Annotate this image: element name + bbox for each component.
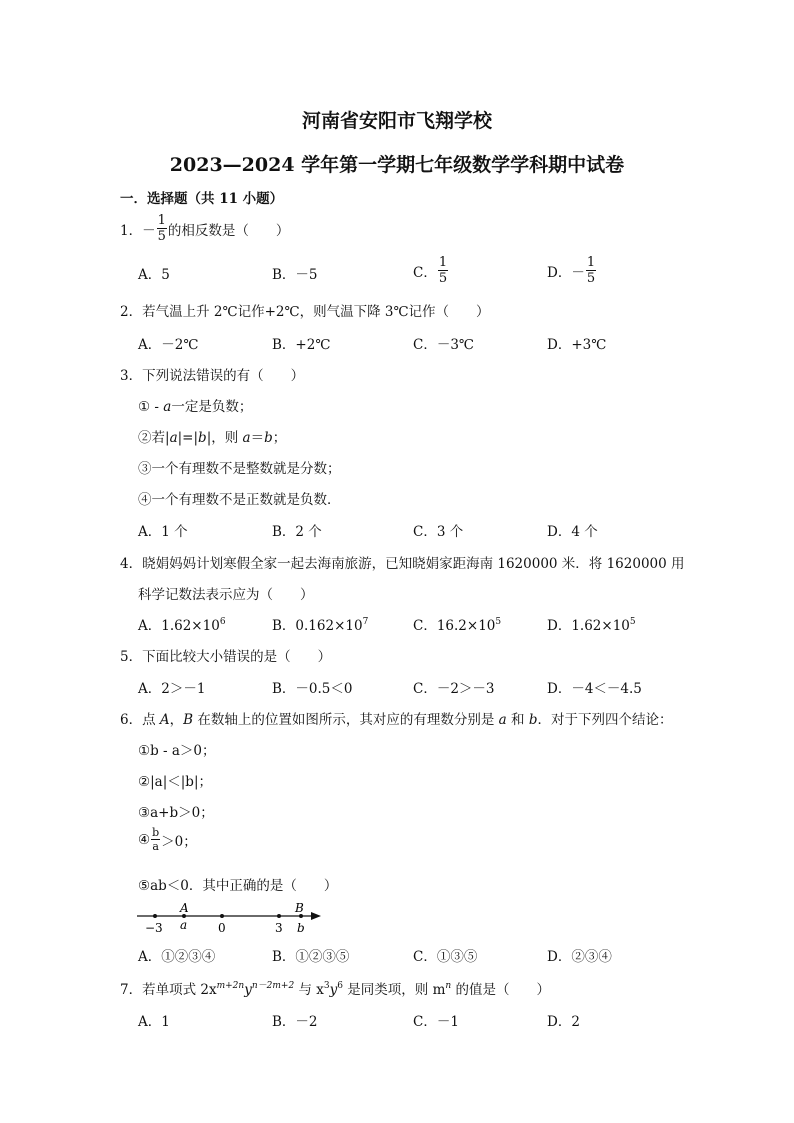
q5-option-c: C．－2＞－3 bbox=[413, 681, 495, 697]
q1-d-fraction bbox=[586, 256, 596, 285]
q6-var-a: a bbox=[498, 712, 507, 728]
q1-c-den: 5 bbox=[438, 271, 448, 286]
q6-conclusion-3: ③a+b＞0； bbox=[138, 805, 214, 821]
q7-y2: y bbox=[329, 982, 338, 998]
q4-b-base: B．0.162×10 bbox=[272, 618, 363, 634]
q6-var-b: b bbox=[528, 712, 538, 728]
label-b: b bbox=[297, 921, 305, 935]
q1-c-label: C． bbox=[413, 264, 437, 281]
q6-point-a: A bbox=[159, 712, 170, 728]
label-B: B bbox=[295, 901, 304, 915]
label-a: a bbox=[180, 918, 188, 932]
tick-0 bbox=[220, 914, 224, 918]
q6-conclusion-5: ⑤ab＜0．其中正确的是（ ） bbox=[138, 878, 338, 894]
q3-s2-mid: |=| bbox=[177, 430, 199, 446]
q1-text: 的相反数是（ ） bbox=[167, 222, 290, 239]
q3-s2-f: b bbox=[264, 430, 273, 446]
q3-s2-g: ； bbox=[272, 430, 287, 446]
question-6 bbox=[120, 708, 672, 728]
q3-option-b: B．2 个 bbox=[272, 524, 322, 540]
question-1 bbox=[120, 214, 289, 243]
q3-s2-c: |，则 bbox=[206, 430, 243, 446]
section-heading: 一．选择题（共 11 小题） bbox=[120, 191, 284, 207]
q2-option-b: B．+2℃ bbox=[272, 337, 331, 353]
q4-b-exp: 7 bbox=[362, 617, 369, 627]
q1-fraction bbox=[157, 214, 167, 243]
q7-exp3: 3 bbox=[323, 981, 330, 991]
q1-option-a: A．5 bbox=[138, 267, 170, 283]
q3-s2-a: a bbox=[169, 430, 178, 446]
label-minus-3: −3 bbox=[145, 921, 163, 935]
q1-option-b: B．－5 bbox=[272, 267, 318, 283]
q3-statement-2 bbox=[138, 426, 286, 446]
q6-option-a: A．①②③④ bbox=[138, 949, 216, 965]
q3-option-a: A．1 个 bbox=[138, 524, 188, 540]
q4-option-c bbox=[413, 614, 501, 634]
tick-3 bbox=[277, 914, 281, 918]
q1-c-num: 1 bbox=[438, 255, 448, 270]
q4-c-base: C．16.2×10 bbox=[413, 618, 496, 634]
q6-option-d: D．②③④ bbox=[547, 949, 612, 965]
q6-point-b: B bbox=[183, 712, 194, 728]
q3-option-d: D．4 个 bbox=[547, 524, 598, 540]
q3-statement-4: ④一个有理数不是正数就是负数． bbox=[138, 492, 341, 508]
q3-statement-3: ③一个有理数不是整数就是分数； bbox=[138, 461, 341, 477]
q7-option-b: B．－2 bbox=[272, 1014, 318, 1030]
label-0: 0 bbox=[218, 921, 226, 935]
q2-option-a: A．－2℃ bbox=[138, 337, 199, 353]
school-title: 河南省安阳市飞翔学校 bbox=[301, 110, 492, 132]
q7-exp5: n bbox=[445, 981, 452, 991]
q3-s2-d: a bbox=[242, 430, 251, 446]
q1-neg: － bbox=[142, 222, 156, 239]
q4-a-exp: 6 bbox=[219, 617, 226, 627]
q6-c4-post: ＞0； bbox=[161, 833, 197, 850]
q4-option-d bbox=[547, 614, 636, 634]
q6-pre: 6．点 bbox=[120, 712, 160, 728]
q5-option-a: A．2＞－1 bbox=[138, 681, 206, 697]
q7-exp4: 6 bbox=[337, 981, 343, 991]
q6-c4-num: b bbox=[152, 826, 160, 839]
q3-s2-b: b bbox=[198, 430, 207, 446]
q7-y: y bbox=[244, 982, 252, 998]
q1-number: 1． bbox=[120, 222, 143, 239]
q6-option-c: C．①③⑤ bbox=[413, 949, 478, 965]
question-7 bbox=[120, 978, 550, 998]
q6-and: 和 bbox=[506, 712, 529, 728]
q6-post: ．对于下列四个结论： bbox=[537, 712, 673, 728]
q6-c4-den: a bbox=[152, 840, 159, 853]
label-3: 3 bbox=[275, 921, 283, 935]
q6-conclusion-1: ①b - a＞0； bbox=[138, 743, 216, 759]
q1-d-den: 5 bbox=[586, 271, 596, 286]
q7-post: 是同类项，则 m bbox=[342, 982, 446, 998]
q7-exp1: m+2n bbox=[216, 981, 245, 991]
q7-pre: 7．若单项式 2x bbox=[120, 982, 217, 998]
q1-option-c bbox=[413, 256, 449, 285]
q1-frac-num: 1 bbox=[157, 213, 166, 228]
q6-option-b: B．①②③⑤ bbox=[272, 949, 350, 965]
q3-option-c: C．3 个 bbox=[413, 524, 464, 540]
q7-exp2: n－2m+2 bbox=[251, 981, 295, 991]
q3-s2-e: ＝ bbox=[250, 430, 265, 446]
q4-option-b bbox=[272, 614, 368, 634]
q2-option-c: C．－3℃ bbox=[413, 337, 475, 353]
q1-c-fraction bbox=[438, 256, 448, 285]
q6-conclusion-2: ②|a|＜|b|； bbox=[138, 774, 212, 790]
q3-s1-var: a bbox=[163, 399, 172, 415]
q3-s1-mark: ① bbox=[138, 399, 151, 415]
q5-option-d: D．－4＜－4.5 bbox=[547, 681, 642, 697]
question-3: 3．下列说法错误的有（ ） bbox=[120, 368, 305, 384]
q6-mid: 在数轴上的位置如图所示，其对应的有理数分别是 bbox=[193, 712, 499, 728]
q3-statement-1 bbox=[138, 395, 252, 415]
question-4-line-1: 4．晓娟妈妈计划寒假全家一起去海南旅游，已知晓娟家距海南 1620000 米．将 1620000 用 bbox=[120, 556, 685, 572]
q2-option-d: D．+3℃ bbox=[547, 337, 607, 353]
number-line-figure bbox=[135, 898, 335, 938]
q7-end: 的值是（ ） bbox=[451, 982, 550, 998]
q6-c4-fraction bbox=[151, 827, 160, 852]
q6-conclusion-4 bbox=[138, 827, 197, 852]
question-5: 5．下面比较大小错误的是（ ） bbox=[120, 649, 332, 665]
q6-c4-mark: ④ bbox=[138, 831, 151, 848]
q7-mid: 与 x bbox=[294, 982, 324, 998]
q7-option-a: A．1 bbox=[138, 1014, 170, 1030]
q7-option-d: D．2 bbox=[547, 1014, 580, 1030]
tick-minus-3 bbox=[153, 914, 157, 918]
q1-frac-den: 5 bbox=[157, 229, 166, 244]
number-line-arrow bbox=[311, 912, 321, 920]
q6-comma: ， bbox=[169, 712, 184, 728]
q4-d-exp: 5 bbox=[629, 617, 636, 627]
q4-option-a bbox=[138, 614, 226, 634]
q4-d-base: D．1.62×10 bbox=[547, 618, 630, 634]
q5-option-b: B．－0.5＜0 bbox=[272, 681, 353, 697]
question-2: 2．若气温上升 2℃记作+2℃，则气温下降 3℃记作（ ） bbox=[120, 304, 490, 320]
exam-title: 2023—2024 学年第一学期七年级数学学科期中试卷 bbox=[169, 154, 625, 176]
q3-s1-minus: - bbox=[150, 399, 164, 415]
q4-c-exp: 5 bbox=[495, 617, 502, 627]
question-4-line-2: 科学记数法表示应为（ ） bbox=[138, 587, 314, 603]
q3-s2-mark: ②若| bbox=[138, 430, 170, 446]
q4-a-base: A．1.62×10 bbox=[138, 618, 220, 634]
q3-s1-text: 一定是负数； bbox=[171, 399, 253, 415]
label-A: A bbox=[180, 901, 189, 915]
q1-d-label: D．－ bbox=[547, 264, 585, 281]
q1-option-d bbox=[547, 256, 597, 285]
q7-option-c: C．－1 bbox=[413, 1014, 459, 1030]
q1-d-num: 1 bbox=[586, 255, 596, 270]
